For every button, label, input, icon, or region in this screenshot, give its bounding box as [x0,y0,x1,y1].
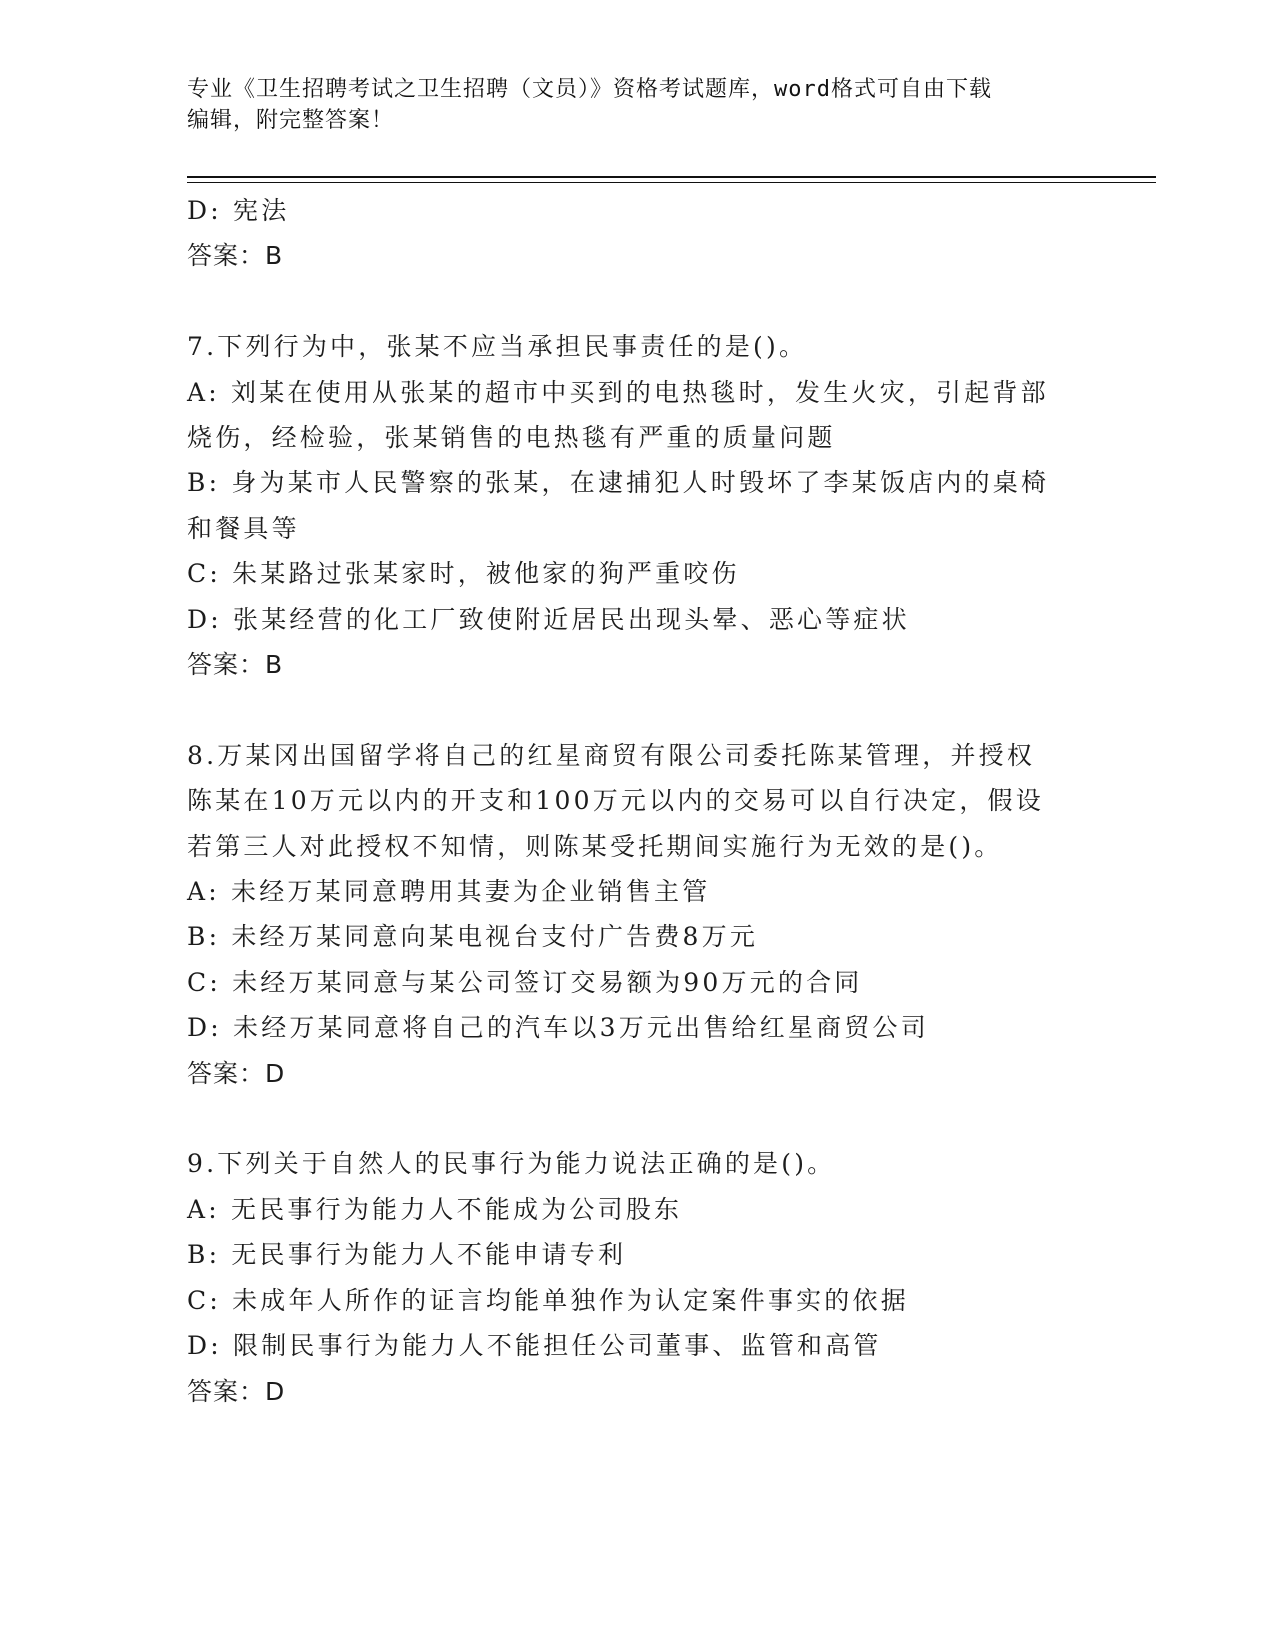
page-header [187,74,1087,136]
option-d-line: D: 限制民事行为能力人不能担任公司董事、监管和高管 [187,1331,882,1361]
question-content [187,188,1087,1414]
option-c-line: C: 朱某路过张某家时，被他家的狗严重咬伤 [187,559,740,589]
answer-line: 答案：B [187,650,284,680]
question-stem: 7.下列行为中，张某不应当承担民事责任的是()。 [187,332,808,362]
option-b-line-2: 和餐具等 [187,513,300,543]
answer-line: 答案：D [187,1376,286,1406]
question-9 [187,1141,1087,1413]
option-c-line: C: 未经万某同意与某公司签订交易额为90万元的合同 [187,967,863,997]
option-c-line: C: 未成年人所作的证言均能单独作为认定案件事实的依据 [187,1285,909,1315]
question-stem: 9.下列关于自然人的民事行为能力说法正确的是()。 [187,1149,836,1179]
question-8 [187,733,1087,1096]
option-a-line: A: 未经万某同意聘用其妻为企业销售主管 [187,877,711,907]
option-d-line: D: 宪法 [187,196,290,225]
option-d-line: D: 未经万某同意将自己的汽车以3万元出售给红星商贸公司 [187,1013,929,1043]
header-divider-thick [187,176,1156,178]
option-a-line-1: A: 刘某在使用从张某的超市中买到的电热毯时，发生火灾，引起背部 [187,377,1049,407]
header-divider-thin [187,182,1156,183]
question-stem-line-2: 陈某在10万元以内的开支和100万元以内的交易可以自行决定，假设 [187,786,1044,816]
answer-line: 答案：D [187,1058,286,1088]
option-a-line: A: 无民事行为能力人不能成为公司股东 [187,1194,683,1224]
header-line-1: 专业《卫生招聘考试之卫生招聘（文员）》资格考试题库，word格式可自由下载 [187,77,992,102]
spacer [187,279,1087,324]
question-7 [187,324,1087,687]
option-a-line-2: 烧伤，经检验，张某销售的电热毯有严重的质量问题 [187,423,836,453]
answer-line: 答案：B [187,241,284,271]
option-b-line: B: 未经万某同意向某电视台支付广告费8万元 [187,922,759,952]
option-d-line: D: 张某经营的化工厂致使附近居民出现头晕、恶心等症状 [187,604,910,634]
spacer [187,1096,1087,1141]
question-stem-line-3: 若第三人对此授权不知情，则陈某受托期间实施行为无效的是()。 [187,831,1003,861]
question-stem-line-1: 8.万某冈出国留学将自己的红星商贸有限公司委托陈某管理，并授权 [187,740,1036,770]
option-b-line: B: 无民事行为能力人不能申请专利 [187,1240,627,1270]
option-b-line-1: B: 身为某市人民警察的张某，在逮捕犯人时毁坏了李某饭店内的桌椅 [187,468,1050,498]
spacer [187,687,1087,732]
header-line-2: 编辑，附完整答案！ [187,108,395,133]
